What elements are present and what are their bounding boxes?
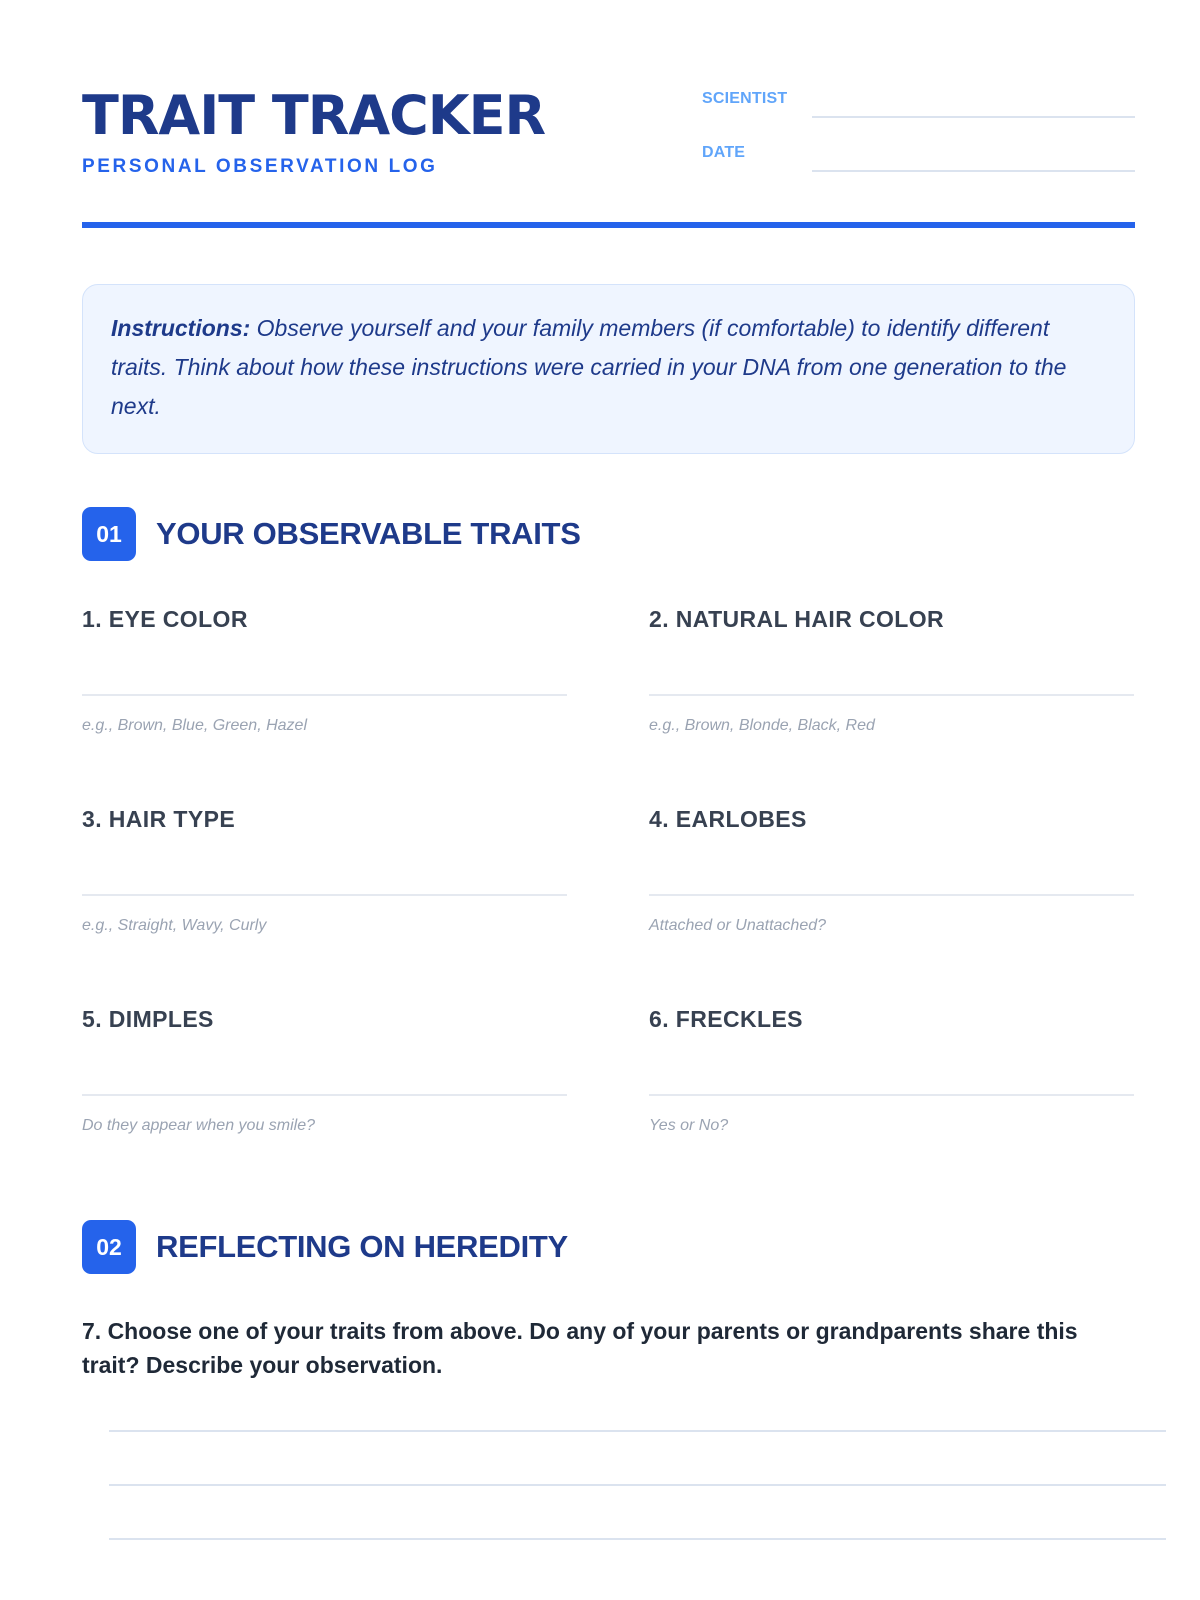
answer-line-1[interactable] [109, 1428, 1166, 1432]
instructions-lead: Instructions: [111, 315, 251, 341]
trait-hint: e.g., Brown, Blue, Green, Hazel [82, 717, 307, 734]
trait-label: 5. DIMPLES [82, 1006, 214, 1032]
trait-hint: e.g., Brown, Blonde, Black, Red [649, 717, 875, 734]
trait-label: 1. EYE COLOR [82, 606, 248, 632]
scientist-label: SCIENTIST [702, 90, 788, 107]
trait-earlobes [649, 806, 1134, 956]
trait-label: 6. FRECKLES [649, 1006, 803, 1032]
trait-label: 4. EARLOBES [649, 806, 807, 832]
heredity-question: 7. Choose one of your traits from above. Do any of your parents or grandparents share this trait? Describe your observation. [82, 1318, 1078, 1378]
date-row [702, 142, 1135, 172]
earlobes-input[interactable] [649, 856, 1134, 896]
trait-hint: e.g., Straight, Wavy, Curly [82, 917, 267, 934]
instructions-text: Observe yourself and your family members (if comfortable) to identify different traits. Think about how these instructions were carried in your DNA from one generation to the next. [111, 315, 1067, 419]
section-1-header [82, 507, 1135, 561]
freckles-input[interactable] [649, 1056, 1134, 1096]
trait-dimples [82, 1006, 567, 1156]
trait-hair-color [649, 606, 1134, 756]
eye-color-input[interactable] [82, 656, 567, 696]
trait-eye-color [82, 606, 567, 756]
trait-label: 3. HAIR TYPE [82, 806, 236, 832]
answer-line-2[interactable] [109, 1482, 1166, 1486]
trait-hint: Do they appear when you smile? [82, 1117, 316, 1134]
answer-line-3[interactable] [109, 1536, 1166, 1540]
scientist-row [702, 88, 1135, 118]
section-1-title: YOUR OBSERVABLE TRAITS [156, 516, 581, 551]
hair-color-input[interactable] [649, 656, 1134, 696]
date-label: DATE [702, 144, 746, 161]
date-field[interactable] [812, 168, 1135, 172]
section-2-title: REFLECTING ON HEREDITY [156, 1229, 568, 1264]
trait-hint: Attached or Unattached? [649, 917, 827, 934]
dimples-input[interactable] [82, 1056, 567, 1096]
scientist-field[interactable] [812, 114, 1135, 118]
header [82, 84, 1135, 230]
header-divider [82, 222, 1135, 228]
trait-label: 2. NATURAL HAIR COLOR [649, 606, 945, 632]
hair-type-input[interactable] [82, 856, 567, 896]
section-2-header [82, 1220, 1135, 1274]
trait-hint: Yes or No? [649, 1117, 729, 1134]
trait-freckles [649, 1006, 1134, 1156]
section-2-badge: 02 [82, 1220, 136, 1274]
instructions-panel [82, 284, 1135, 454]
page-title: TRAIT TRACKER [82, 84, 546, 147]
section-1-badge: 01 [82, 507, 136, 561]
page-subtitle: PERSONAL OBSERVATION LOG [82, 156, 438, 177]
trait-hair-type [82, 806, 567, 956]
